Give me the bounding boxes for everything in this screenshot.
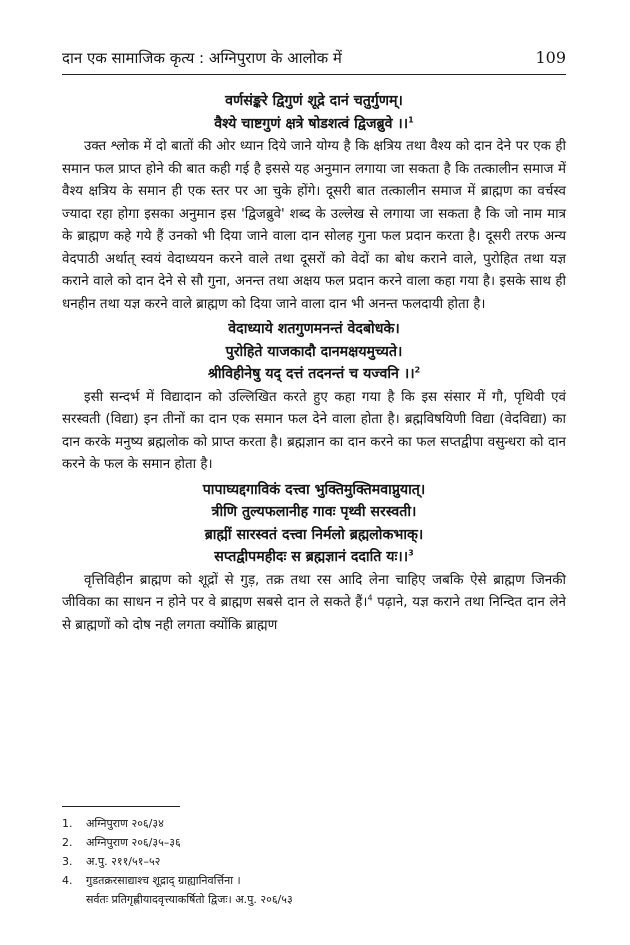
verse-line xyxy=(62,113,566,136)
verse-line: वर्णसंङ्करे द्विगुणं शूद्रे दानं चतुर्गुणम्। xyxy=(225,93,403,109)
footnote-ref: 3 xyxy=(408,548,414,558)
page-number: 109 xyxy=(535,48,566,67)
paragraph-text: वृत्तिविहीन ब्राह्मण को शूद्रों से गुड़, तक्र तथा रस आदि लेना चाहिए जबकि ऐसे ब्राह्मण जिनकी जीविका का साधन न होने पर वे ब्राह्मण सबसे दान ले सकते हैं। xyxy=(62,572,566,610)
footnote-ref: 1 xyxy=(408,114,414,124)
footnote-text: अग्निपुराण २०६/३४ xyxy=(86,817,164,830)
footnotes xyxy=(62,814,566,909)
verse-line xyxy=(62,363,566,386)
verse-line-text: श्रीविहीनेषु यद् दत्तं तदनन्तं च यज्वनि ।। xyxy=(207,366,415,382)
running-head xyxy=(62,48,566,68)
verse-block-3 xyxy=(62,479,566,569)
footnote-text: अग्निपुराण २०६/३५–३६ xyxy=(86,836,181,849)
verse-line-text: वैश्ये चाष्टगुणं क्षत्रे षोडशत्वं द्विजब्रुवे ।। xyxy=(214,115,409,132)
verse-block-2 xyxy=(62,318,566,386)
verse-line: पुरोहिते याजकादौ दानमक्षयमुच्यते। xyxy=(225,343,403,360)
verse-line: ब्राह्मीं सारस्वतं दत्त्वा निर्मलो ब्रह्मलोकभाक्। xyxy=(204,526,424,543)
footnote xyxy=(62,871,566,890)
page-body xyxy=(62,88,566,637)
footnote xyxy=(62,833,566,852)
footnote-rule xyxy=(62,806,180,807)
verse-line: पापाघ्यद्दगाविकं दत्त्वा भुक्तिमुक्तिमवाप्नुयात्। xyxy=(202,481,426,498)
verse-line xyxy=(62,546,566,569)
body-paragraph xyxy=(62,570,566,638)
footnote-number: 4. xyxy=(62,874,73,887)
footnote-number: 1. xyxy=(62,817,73,830)
running-title: दान एक सामाजिक कृत्य : अग्निपुराण के आलोक में xyxy=(62,49,342,67)
header-rule xyxy=(62,74,566,75)
footnote-text: गुडतक्ररसाद्याश्च शूद्राद् ग्राह्यानिवर्त्तिना । xyxy=(86,874,241,887)
footnote-number: 2. xyxy=(62,836,73,849)
paragraph-text: पढ़ाने, यज्ञ कराने तथा निन्दित दान लेने से ब्राह्मणों को दोष नही लगता क्योंकि ब्राह्मण xyxy=(62,595,566,633)
footnote-number: 3. xyxy=(62,855,73,868)
verse-line: वेदाध्याये शतगुणमनन्तं वेदबोधके। xyxy=(228,321,400,337)
verse-line-text: सप्तद्वीपमहीदः स ब्रह्मज्ञानं ददाति यः।। xyxy=(214,549,409,565)
body-paragraph: उक्त श्लोक में दो बातों की ओर ध्यान दिये जाने योग्य है कि क्षत्रिय तथा वैश्य को दान देने पर एक ही समान फल प्राप्त होने की बात कही गई है इससे यह अनुमान लगाया जा सकता है कि तत्कालीन समाज में वैश्य क्षत्रिय के समान ही एक स्तर पर आ चुके होंगे। दूसरी बात तत्कालीन समाज में ब्राह्मण का वर्चस्व ज्यादा रहा होगा इसका अनुमान इस 'द्विजब्रुवे' शब्द के उल्लेख से लगाया जा सकता है कि जो नाम मात्र के ब्राह्मण कहे गये हैं उनको भी दिया जाने वाला दान सोलह गुना फल प्रदान करता है। दूसरी तरफ अन्य वेदपाठी अर्थात् स्वयं वेदाध्ययन करने वाले तथा दूसरों को वेदों का बोध कराने वाले, पुरोहित तथा यज्ञ कराने वाले को दान देने से सौ गुना, अनन्त तथा अक्षय फल प्रदान करने वाला कहा गया है। इसके साथ ही धनहीन तथा यज्ञ करने वाले ब्राह्मण को दिया जाने वाला दान भी अनन्त फलदायी होता है। xyxy=(62,139,566,312)
footnote-continuation: सर्वतः प्रतिगृह्णीयादवृत्त्याकर्षितो द्विजः। अ.पु. २०६/५३ xyxy=(86,893,293,906)
verse-block-1 xyxy=(62,90,566,135)
verse-line: त्रीणि तुल्यफलानीह गावः पृथ्वी सरस्वती। xyxy=(211,504,417,520)
footnote-text: अ.पु. २११/५१–५२ xyxy=(86,855,161,868)
footnote-ref: 4 xyxy=(367,593,373,603)
footnote xyxy=(62,852,566,871)
body-paragraph: इसी सन्दर्भ में विद्यादान को उल्लिखित करते हुए कहा गया है कि इस संसार में गौ, पृथिवी एवं सरस्वती (विद्या) इन तीनों का दान एक समान फल देने वाला होता है। ब्रह्मविषयिणी विद्या (वेदविद्या) का दान करके मनुष्य ब्रह्मलोक को प्राप्त करता है। ब्रह्मज्ञान का दान करने का फल सप्तद्वीपा वसुन्धरा को दान करने के फल के समान होता है। xyxy=(62,389,566,472)
footnote-ref: 2 xyxy=(414,365,421,375)
footnote xyxy=(62,814,566,833)
